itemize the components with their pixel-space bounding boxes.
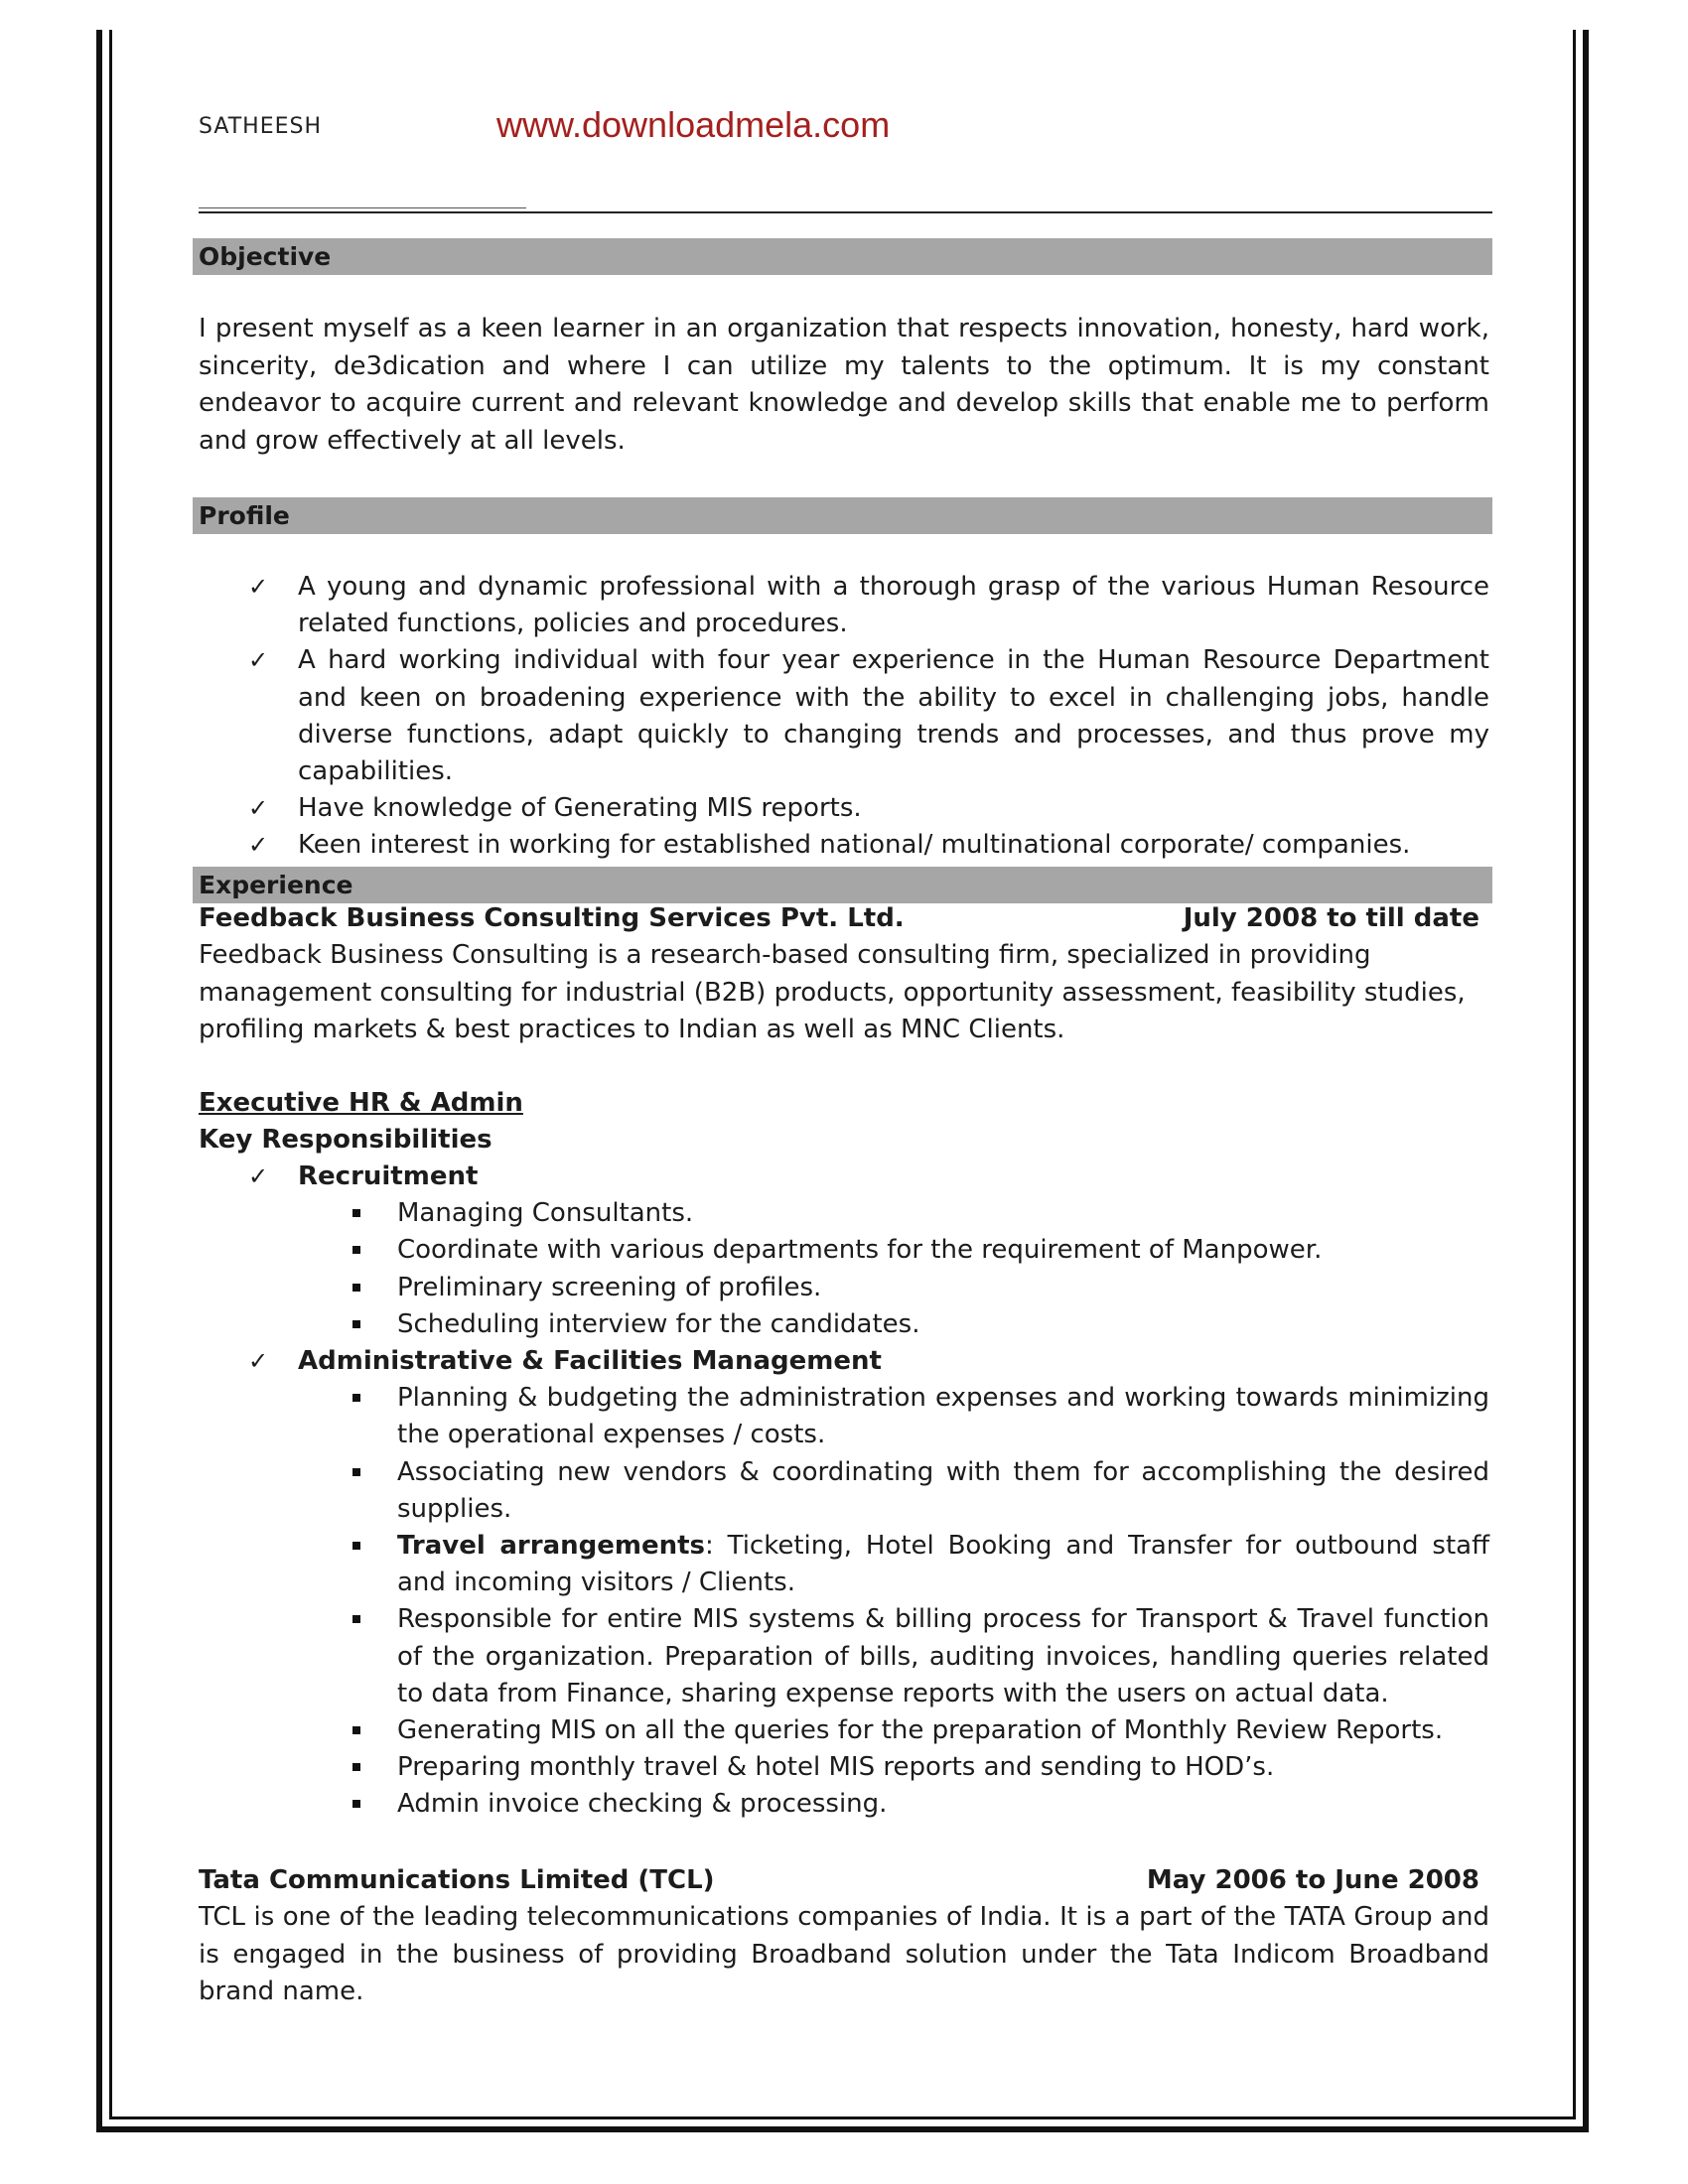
page-border-right-inner	[1573, 30, 1576, 2119]
check-icon: ✓	[248, 831, 269, 860]
page-border-bottom-inner	[109, 2116, 1576, 2119]
check-icon: ✓	[248, 646, 269, 675]
job2-dates: May 2006 to June 2008	[1146, 1865, 1479, 1895]
bullet-text: Scheduling interview for the candidates.	[397, 1308, 920, 1339]
profile-item-text: Keen interest in working for established national/ multinational corporate/ companies.	[298, 830, 1411, 861]
group-title: Recruitment	[298, 1161, 479, 1191]
resume-header	[199, 104, 1489, 164]
bullet-item	[199, 1749, 1489, 1786]
bullet-text: Admin invoice checking & processing.	[397, 1789, 888, 1820]
job1-role: Executive HR & Admin	[199, 1088, 523, 1118]
recruitment-bullet-list	[199, 1195, 1489, 1343]
profile-item-text: Have knowledge of Generating MIS reports.	[298, 793, 862, 824]
profile-item-text: A young and dynamic professional with a thorough grasp of the various Human Resource related functions, policies and procedures.	[298, 572, 1489, 639]
responsibility-group-recruitment	[199, 1159, 1489, 1195]
profile-item	[199, 569, 1489, 642]
admin-items	[199, 1380, 1489, 1823]
job1-company: Feedback Business Consulting Services Pvt. Ltd.	[199, 903, 905, 933]
square-bullet-icon	[352, 1800, 360, 1808]
square-bullet-icon	[352, 1468, 360, 1476]
job1-description: Feedback Business Consulting is a research-based consulting firm, specialized in providing management consulting for industrial (B2B) products, opportunity assessment, feasibility studies, profiling markets & best practices to Indian as well as MNC Clients.	[199, 940, 1466, 1044]
page-border-left-inner	[109, 30, 112, 2119]
admin-bullet-list	[199, 1380, 1489, 1823]
square-bullet-icon	[352, 1763, 360, 1771]
page-border-bottom-outer	[96, 2126, 1589, 2132]
page-border-right-outer	[1583, 30, 1589, 2132]
section-experience-title: Experience	[193, 867, 1492, 903]
job1-dates: July 2008 to till date	[1183, 903, 1479, 933]
header-rule	[199, 211, 1492, 213]
bullet-text-bold: Travel arrangements	[397, 1531, 706, 1562]
resume-page	[199, 104, 1489, 2006]
bullet-item	[199, 1528, 1489, 1601]
bullet-item	[199, 1786, 1489, 1823]
bullet-text: Generating MIS on all the queries for the preparation of Monthly Review Reports.	[397, 1715, 1444, 1746]
square-bullet-icon	[352, 1209, 360, 1217]
job1-header	[199, 900, 1479, 937]
check-icon: ✓	[248, 1162, 269, 1190]
website-watermark[interactable]: www.downloadmela.com	[496, 104, 891, 145]
page-border-left-outer	[96, 30, 102, 2132]
bullet-text: : Ticketing, Hotel Booking and Transfer for outbound staff and incoming visitors / Clients.	[397, 1531, 1489, 1598]
bullet-text: Managing Consultants.	[397, 1198, 694, 1229]
responsibilities-list	[199, 1159, 1489, 1824]
header-rule-mark	[199, 207, 526, 208]
profile-item	[199, 790, 1489, 827]
square-bullet-icon	[352, 1394, 360, 1402]
bullet-text: Responsible for entire MIS systems & billing process for Transport & Travel function of the organization. Preparation of bills, auditing invoices, handling queries related to data from Finance, sharing expense reports with the users on actual data.	[397, 1604, 1489, 1708]
check-icon: ✓	[248, 573, 269, 601]
check-icon: ✓	[248, 1347, 269, 1376]
profile-item	[199, 642, 1489, 790]
section-profile-title: Profile	[193, 497, 1492, 534]
responsibility-group-admin	[199, 1343, 1489, 1380]
bullet-text: Coordinate with various departments for the requirement of Manpower.	[397, 1235, 1323, 1266]
group-title: Administrative & Facilities Management	[298, 1346, 882, 1377]
profile-item-text: A hard working individual with four year experience in the Human Resource Department and keen on broadening experience with the ability to excel in challenging jobs, handle diverse functions, adapt quickly to changing trends and processes, and thus prove my capabilities.	[298, 645, 1489, 787]
section-objective-title: Objective	[193, 238, 1492, 275]
objective-text: I present myself as a keen learner in an organization that respects innovation, honesty, hard work, sincerity, de3dication and where I can utilize my talents to the optimum. It is my constant endeavor to acquire current and relevant knowledge and develop skills that enable me to perform and grow effectively at all levels.	[199, 314, 1489, 456]
bullet-item	[199, 1601, 1489, 1712]
bullet-text: Preparing monthly travel & hotel MIS reports and sending to HOD’s.	[397, 1752, 1275, 1783]
bullet-item	[199, 1306, 1489, 1343]
bullet-text: Associating new vendors & coordinating with them for accomplishing the desired supplies.	[397, 1456, 1489, 1524]
bullet-item	[199, 1232, 1489, 1269]
bullet-item	[199, 1380, 1489, 1453]
job2-description: TCL is one of the leading telecommunications companies of India. It is a part of the TATA Group and is engaged in the business of providing Broadband solution under the Tata Indicom Broadband brand name.	[199, 1902, 1489, 2006]
key-responsibilities-label: Key Responsibilities	[199, 1125, 492, 1155]
bullet-text: Planning & budgeting the administration expenses and working towards minimizing the operational expenses / costs.	[397, 1383, 1489, 1450]
profile-item	[199, 827, 1489, 864]
square-bullet-icon	[352, 1246, 360, 1254]
square-bullet-icon	[352, 1284, 360, 1292]
bullet-item	[199, 1454, 1489, 1528]
job2-header	[199, 1862, 1479, 1899]
bullet-item	[199, 1195, 1489, 1232]
square-bullet-icon	[352, 1320, 360, 1328]
bullet-item	[199, 1712, 1489, 1749]
profile-list	[199, 569, 1489, 865]
check-icon: ✓	[248, 794, 269, 823]
candidate-name: SATHEESH	[199, 114, 323, 139]
bullet-item	[199, 1270, 1489, 1306]
job2-company: Tata Communications Limited (TCL)	[199, 1865, 715, 1895]
square-bullet-icon	[352, 1542, 360, 1550]
bullet-text: Preliminary screening of profiles.	[397, 1272, 822, 1302]
square-bullet-icon	[352, 1615, 360, 1623]
square-bullet-icon	[352, 1726, 360, 1734]
recruitment-items	[199, 1195, 1489, 1343]
